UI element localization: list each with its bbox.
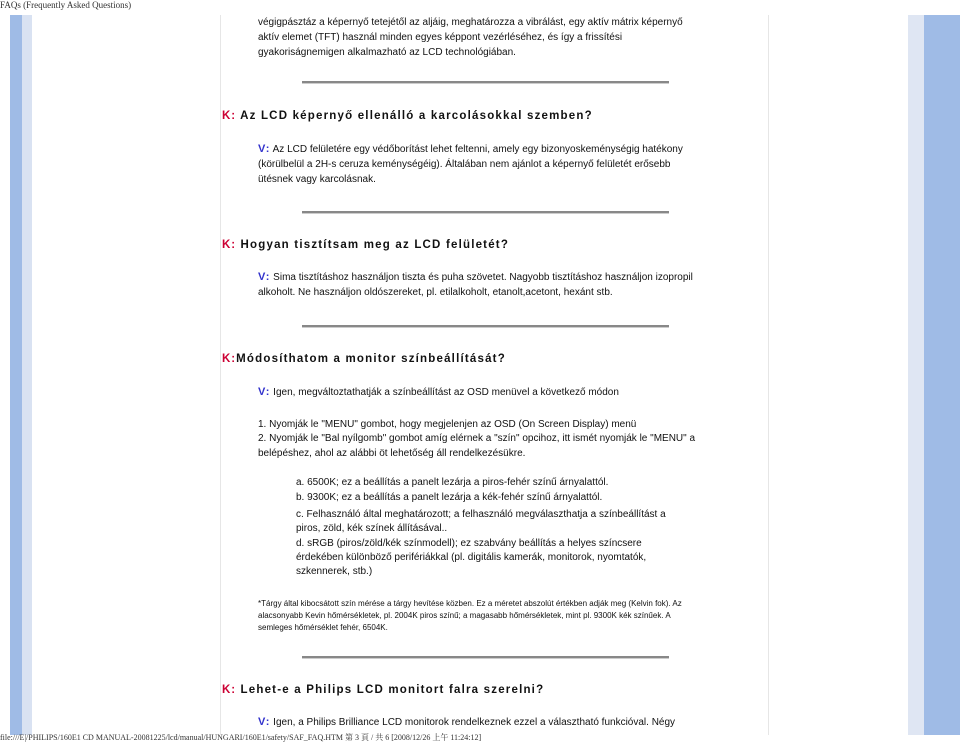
step-2: 2. Nyomják le "Bal nyílgomb" gombot amíg elérnek a "szín" opcihoz, itt ismét nyomják le "MENU" a belépéshez, ahol az alábbi öt lehetőség áll rendelkezésükre. — [258, 433, 696, 459]
question-color-settings — [222, 352, 506, 366]
page-header: FAQs (Frequently Asked Questions) — [0, 0, 132, 10]
option-c: c. Felhasználó által meghatározott; a felhasználó megválaszthatja a színbeállítást a piros, zöld, kék színek állításával.. — [296, 509, 666, 534]
question-text: Az LCD képernyő ellenálló a karcolásokkal szemben? — [236, 110, 593, 122]
intro-paragraph: végigpásztáz a képernyő tetejétől az aljáig, meghatározza a vibrálást, egy aktív mátrix képernyő aktív elemet (TFT) használ minden egyes képpont vezérléséhez, és így a frissítési gyakoriságnemigen alkalmazható az LCD technológiában. — [258, 17, 683, 58]
answer-text: Sima tisztításhoz használjon tiszta és puha szövetet. Nagyobb tisztításhoz használjon izopropil alkoholt. Ne használjon oldószereket, pl. etilalkoholt, etanolt,acetont, hexánt stb. — [258, 272, 693, 298]
left-side-strip — [10, 15, 22, 735]
answer-prefix: V: — [258, 386, 271, 398]
answer-prefix: V: — [258, 271, 271, 283]
answer-cleaning — [258, 270, 706, 300]
content-left-edge — [220, 15, 221, 735]
divider — [302, 325, 669, 328]
question-cleaning — [222, 238, 509, 252]
answer-text: Az LCD felületére egy védőborítást lehet feltenni, amely egy bizonyoskeménységig hatékony (körülbelül a 2H-s ceruza keménységéig). Általában nem ajánlot a képernyő felületét erősebb ütésnek vagy karcolásnak. — [258, 144, 683, 185]
question-text: Hogyan tisztítsam meg az LCD felületét? — [236, 239, 510, 251]
question-prefix: K: — [222, 684, 237, 696]
answer-color-settings — [258, 385, 706, 400]
answer-scratch — [258, 142, 706, 187]
question-text: Módosíthatom a monitor színbeállítását? — [236, 353, 506, 365]
option-a: a. 6500K; ez a beállítás a panelt lezárja a piros-fehér színű árnyalattól. — [296, 477, 609, 488]
right-side-strip — [924, 15, 960, 735]
page-footer: file:///E|/PHILIPS/160E1 CD MANUAL-20081225/lcd/manual/HUNGARI/160E1/safety/SAF_FAQ.HTM 第 3 頁 / 共 6 [2008/12/26 上午 11:24:12] — [0, 733, 482, 742]
question-text: Lehet-e a Philips LCD monitort falra szerelni? — [236, 684, 545, 696]
question-prefix: K: — [222, 110, 237, 122]
answer-wall-mount — [258, 715, 706, 730]
left-side-strip-light — [22, 15, 32, 735]
divider — [302, 81, 669, 84]
content-right-edge — [768, 15, 769, 735]
right-side-strip-light — [908, 15, 924, 735]
color-temperature-footnote: *Tárgy által kibocsátott szín mérése a tárgy hevítése közben. Ez a méretet abszolút értékben adják meg (Kelvin fok). Az alacsonyabb Kevin hőmérsékletek, pl. 2004K piros színű; a magasabb hőmérsékletek, mint pl. 9300K kék színűek. A semleges hőmérséklet fehér, 6504K. — [258, 599, 682, 632]
faq-content — [222, 15, 698, 735]
answer-prefix: V: — [258, 143, 271, 155]
option-d: d. sRGB (piros/zöld/kék színmodell); ez szabvány beállítás a helyes színcsere érdekében különböző perifériákkal (pl. digitális kamerák, monitorok, nyomtatók, szkennerek, stb.) — [296, 538, 647, 577]
question-prefix: K: — [222, 239, 237, 251]
divider — [302, 211, 669, 214]
answer-prefix: V: — [258, 716, 271, 728]
step-1: 1. Nyomják le "MENU" gombot, hogy megjelenjen az OSD (On Screen Display) menü — [258, 419, 637, 430]
divider — [302, 656, 669, 659]
question-scratch — [222, 109, 593, 123]
question-wall-mount — [222, 683, 544, 697]
answer-text: Igen, megváltoztathatják a színbeállítást az OSD menüvel a következő módon — [270, 387, 619, 398]
question-prefix: K: — [222, 353, 237, 365]
option-b: b. 9300K; ez a beállítás a panelt lezárja a kék-fehér színű árnyalattól. — [296, 492, 603, 503]
answer-text: Igen, a Philips Brilliance LCD monitorok rendelkeznek ezzel a választható funkcióval. Négy — [270, 717, 676, 728]
